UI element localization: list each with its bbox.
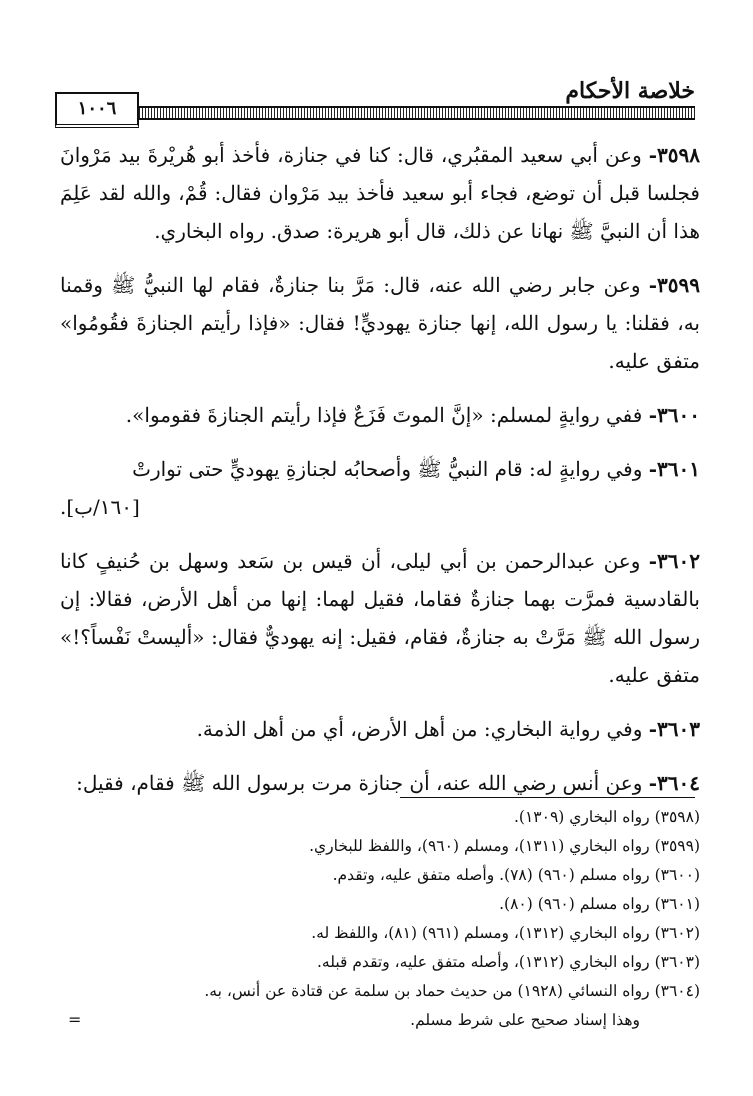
page-header [55, 78, 695, 118]
hadith-3603 [60, 710, 700, 748]
hadith-text: وعن أنس رضي الله عنه، أن جنازة مرت برسول الله ﷺ فقام، فقيل: [76, 771, 643, 795]
hadith-text: وعن عبدالرحمن بن أبي ليلى، أن قيس بن سَعد وسهل بن حُنيفٍ كانا بالقادسية فمرَّت بهما جنازةٌ فقاما، فقيل لهما: إنها من أهل الأرض، فقالا: إن رسول الله ﷺ مَرَّتْ به جنازةٌ، فقام، فقيل: إنه يهوديٌّ فقال: «أليستْ نَفْساً؟!» متفق عليه. [60, 549, 700, 687]
footnote-3603: (٣٦٠٣) رواه البخاري (١٣١٢)، وأصله متفق عليه، وتقدم قبله. [316, 953, 700, 971]
hadith-number: ٣٦٠٣- [648, 717, 700, 741]
footnote-3600: (٣٦٠٠) رواه مسلم (٩٦٠) (٧٨). وأصله متفق عليه، وتقدم. [332, 866, 700, 884]
hadith-3598 [60, 136, 700, 250]
folio-reference: [١٦٠/ب]. [60, 495, 140, 519]
hadith-text: وفي روايةٍ له: قام النبيُّ ﷺ وأصحابُه لجنازةِ يهوديٍّ حتى توارتْ [132, 457, 643, 481]
hadith-number: ٣٦٠٤- [648, 771, 700, 795]
footnote-3601: (٣٦٠١) رواه مسلم (٩٦٠) (٨٠). [499, 895, 700, 913]
footnote-3598: (٣٥٩٨) رواه البخاري (١٣٠٩). [514, 808, 700, 826]
hadith-3600 [60, 396, 700, 434]
hadith-text: وفي رواية البخاري: من أهل الأرض، أي من أهل الذمة. [196, 717, 643, 741]
hadith-text: وعن جابر رضي الله عنه، قال: مَرَّ بنا جنازةٌ، فقام لها النبيُّ ﷺ وقمنا به، فقلنا: يا رسول الله، إنها جنازة يهوديٍّ! فقال: «فإذا رأيتم الجنازةَ فقُومُوا» متفق عليه. [60, 273, 700, 373]
hadith-text: ففي روايةٍ لمسلم: «إنَّ الموتَ فَزَعٌ فإذا رأيتم الجنازةَ فقوموا». [125, 403, 643, 427]
footnote-separator [400, 797, 695, 798]
hadith-3602 [60, 542, 700, 694]
hadith-number: ٣٦٠١- [648, 457, 700, 481]
hadith-number: ٣٦٠٠- [648, 403, 700, 427]
main-text [60, 136, 700, 818]
running-title: خلاصة الأحكام [565, 78, 695, 104]
hadith-3601 [60, 450, 700, 526]
footnotes [120, 803, 700, 1035]
hadith-text: وعن أبي سعيد المقبُري، قال: كنا في جنازة، فأخذ أبو هُريْرةَ بيد مَرْوانَ فجلسا قبل أن توضع، فجاء أبو سعيد فأخذ بيد مَرْوان فقال: قُمْ، والله لقد عَلِمَ هذا أن النبيَّ ﷺ نهانا عن ذلك، قال أبو هريرة: صدق. رواه البخاري. [60, 143, 700, 243]
hadith-number: ٣٥٩٨- [648, 143, 700, 167]
footnote-3599: (٣٥٩٩) رواه البخاري (١٣١١)، ومسلم (٩٦٠)، واللفظ للبخاري. [309, 837, 700, 855]
footnote-3604: (٣٦٠٤) رواه النسائي (١٩٢٨) من حديث حماد بن سلمة عن قتادة عن أنس، به. [204, 982, 700, 1000]
page-number: ١٠٠٦ [55, 92, 139, 128]
footnote-3604-grading: وهذا إسناد صحيح على شرط مسلم. [410, 1011, 640, 1029]
margin-mark: = [68, 1010, 82, 1029]
hadith-number: ٣٥٩٩- [648, 273, 701, 297]
hadith-number: ٣٦٠٢- [648, 549, 701, 573]
hadith-3599 [60, 266, 700, 380]
header-rule [55, 106, 695, 120]
footnote-3602: (٣٦٠٢) رواه البخاري (١٣١٢)، ومسلم (٩٦١) (٨١)، واللفظ له. [311, 924, 700, 942]
